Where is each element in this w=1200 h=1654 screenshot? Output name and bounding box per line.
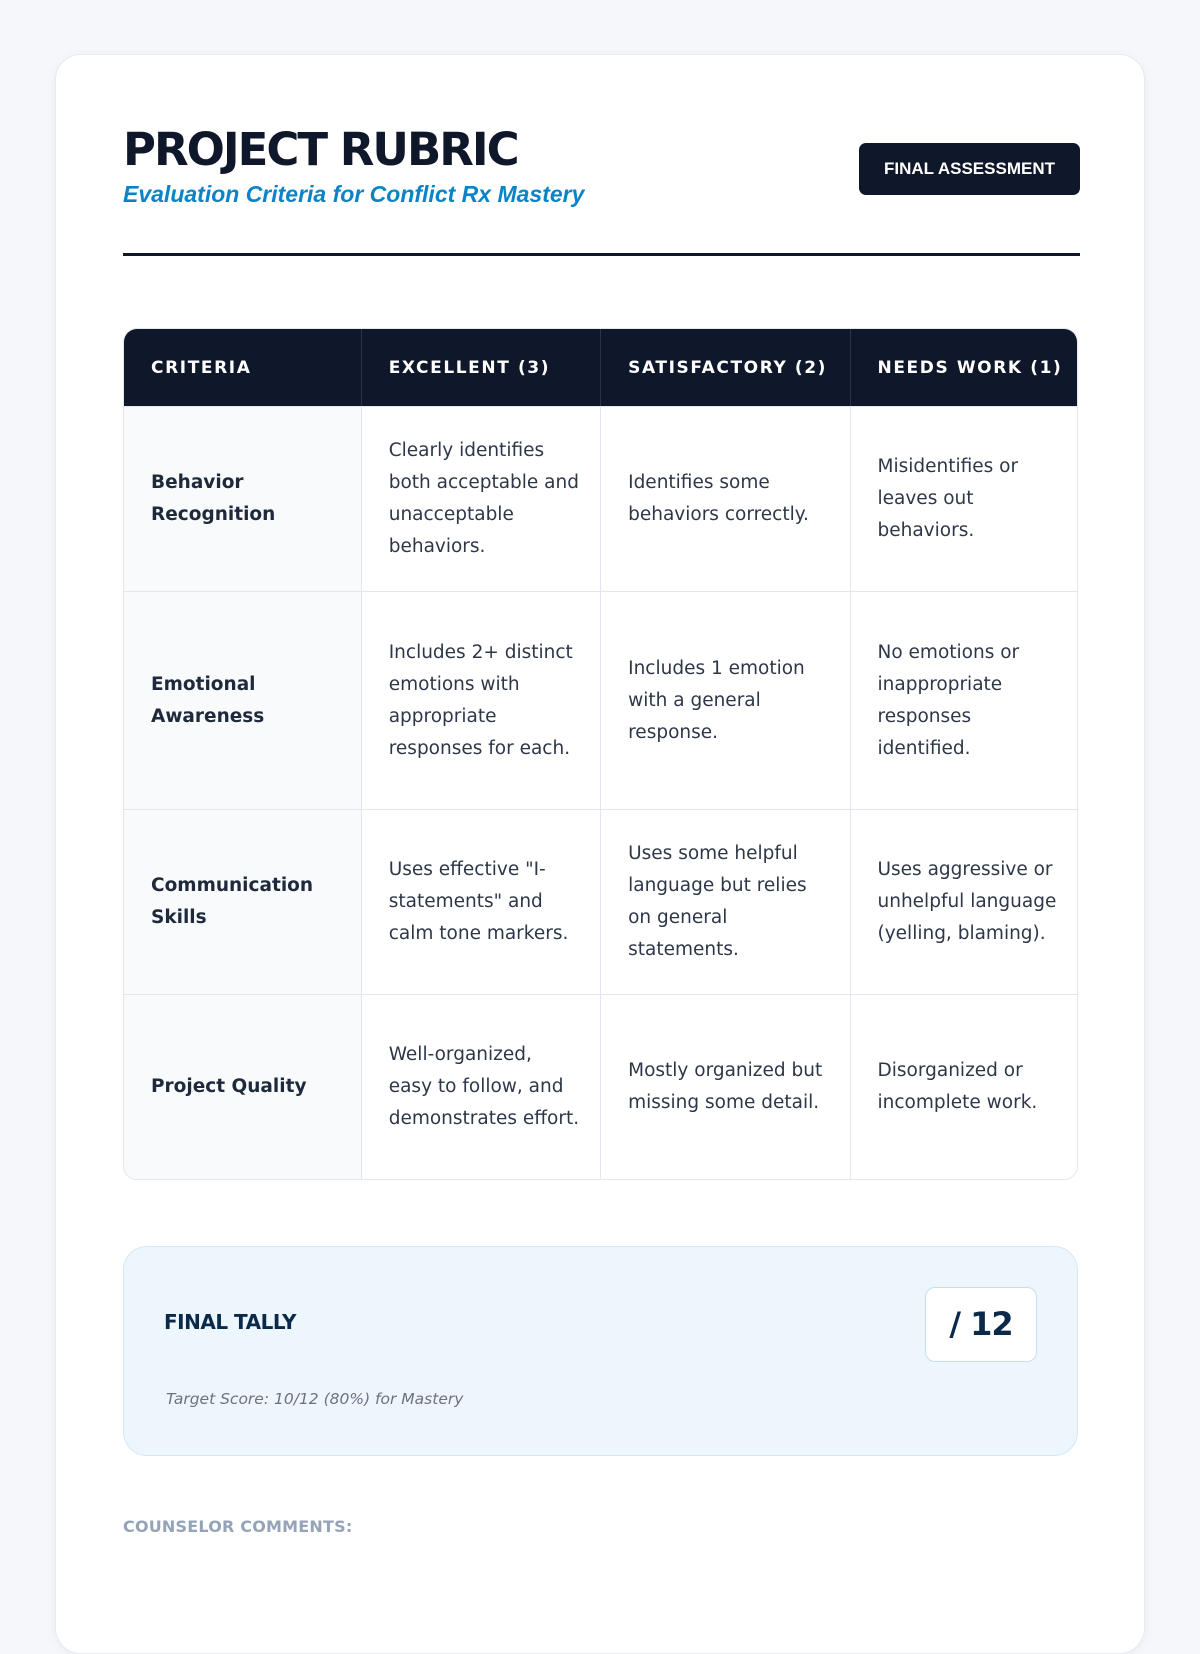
header [123, 123, 1080, 256]
needs-work-cell: Misidentifies or leaves out behaviors. [851, 406, 1078, 591]
excellent-cell: Clearly identifies both acceptable and unacceptable behaviors. [362, 406, 601, 591]
table-row [124, 809, 1077, 994]
table-row [124, 994, 1077, 1179]
rubric-card [55, 54, 1145, 1654]
score-box: / 12 [925, 1287, 1037, 1362]
column-header-needs-work: NEEDS WORK (1) [851, 329, 1078, 406]
criteria-cell: Emotional Awareness [124, 591, 362, 809]
final-tally-panel [123, 1246, 1078, 1456]
column-header-criteria: CRITERIA [124, 329, 362, 406]
target-score-note: Target Score: 10/12 (80%) for Mastery [166, 1390, 464, 1408]
criteria-cell: Project Quality [124, 994, 362, 1179]
rubric-table [123, 328, 1078, 1180]
excellent-cell: Uses effective "I-statements" and calm tone markers. [362, 809, 601, 994]
table-header-row [124, 329, 1077, 406]
excellent-cell: Well-organized, easy to follow, and demonstrates effort. [362, 994, 601, 1179]
satisfactory-cell: Includes 1 emotion with a general response. [601, 591, 850, 809]
column-header-excellent: EXCELLENT (3) [362, 329, 601, 406]
needs-work-cell: No emotions or inappropriate responses identified. [851, 591, 1078, 809]
criteria-cell: Behavior Recognition [124, 406, 362, 591]
final-assessment-badge: FINAL ASSESSMENT [859, 143, 1080, 195]
table-row [124, 406, 1077, 591]
satisfactory-cell: Uses some helpful language but relies on general statements. [601, 809, 850, 994]
needs-work-cell: Uses aggressive or unhelpful language (yelling, blaming). [851, 809, 1078, 994]
table-row [124, 591, 1077, 809]
final-tally-title: FINAL TALLY [164, 1310, 296, 1334]
column-header-satisfactory: SATISFACTORY (2) [601, 329, 850, 406]
criteria-cell: Communication Skills [124, 809, 362, 994]
excellent-cell: Includes 2+ distinct emotions with appropriate responses for each. [362, 591, 601, 809]
page-title: PROJECT RUBRIC [123, 123, 518, 176]
satisfactory-cell: Mostly organized but missing some detail. [601, 994, 850, 1179]
page-subtitle: Evaluation Criteria for Conflict Rx Mastery [123, 181, 585, 207]
satisfactory-cell: Identifies some behaviors correctly. [601, 406, 850, 591]
needs-work-cell: Disorganized or incomplete work. [851, 994, 1078, 1179]
counselor-comments-label: COUNSELOR COMMENTS: [123, 1517, 353, 1536]
